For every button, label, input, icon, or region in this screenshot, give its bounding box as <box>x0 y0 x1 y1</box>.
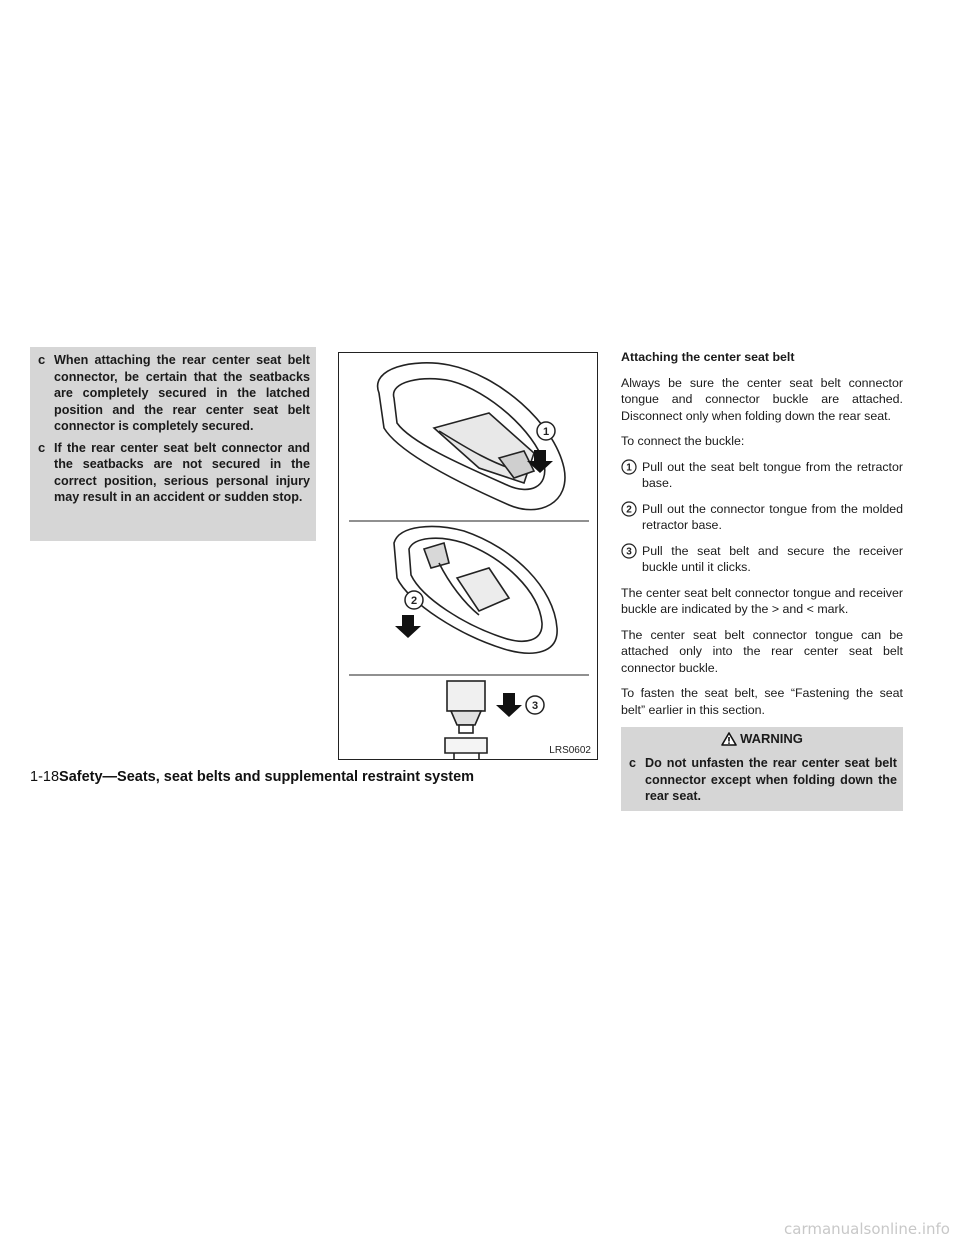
step-number-icon <box>621 501 637 523</box>
warning-header <box>627 729 897 749</box>
left-warning-box <box>30 347 316 541</box>
section-title: Safety—Seats, seat belts and supplemental restraint system <box>59 769 475 785</box>
step-item <box>621 459 903 492</box>
right-column <box>621 349 903 811</box>
step-text: Pull the seat belt and secure the receiver buckle until it clicks. <box>642 543 903 574</box>
warning-box <box>621 727 903 811</box>
callout-2 <box>395 591 423 638</box>
page-number: 1-18 <box>30 769 60 785</box>
attach-paragraph: The center seat belt connector tongue can be attached only into the rear center seat belt connector buckle. <box>621 627 903 675</box>
step-text: Pull out the seat belt tongue from the retractor base. <box>642 459 903 490</box>
connect-label: To connect the buckle: <box>621 434 745 448</box>
step-number: 3 <box>626 546 632 557</box>
tongue-and-buckle <box>445 681 487 759</box>
callout-3 <box>496 693 544 717</box>
bullet-mark: c <box>38 439 46 455</box>
step-item <box>621 543 903 576</box>
callout-1-label: 1 <box>542 426 550 438</box>
seat-belt-illustration <box>339 353 597 759</box>
bullet-mark: c <box>38 352 46 367</box>
figure-code: LRS0602 <box>549 745 591 756</box>
step-item <box>621 501 903 534</box>
page-footer <box>30 769 474 785</box>
warning-triangle-icon <box>721 732 737 746</box>
warning-item <box>36 352 310 435</box>
step-number-icon <box>621 543 637 565</box>
retractor-base-middle <box>394 527 557 654</box>
seat-belt-figure <box>338 352 598 760</box>
step-number-icon <box>621 459 637 481</box>
warning-text: When attaching the rear center seat belt connector, be certain that the seatbacks are completely secured in the latched position and the rear center seat belt connector is completely secured. <box>54 353 310 433</box>
warning-text: If the rear center seat belt connector and the seatbacks are not secured in the correct position, serious personal injury may result in an accident or sudden stop. <box>54 440 310 504</box>
warning-item <box>627 755 897 805</box>
fasten-paragraph: To fasten the seat belt, see “Fastening the seat belt” earlier in this section. <box>621 686 903 717</box>
step-number: 1 <box>626 462 632 473</box>
intro-paragraph: Always be sure the center seat belt connector tongue and connector buckle are attached. Disconnect only when folding down the rear seat. <box>621 375 903 423</box>
retractor-base-top <box>378 363 565 510</box>
callout-2-label: 2 <box>410 595 418 607</box>
section-heading: Attaching the center seat belt <box>621 350 795 364</box>
warning-title: WARNING <box>740 731 803 746</box>
marks-paragraph: The center seat belt connector tongue and receiver buckle are indicated by the > and < mark. <box>621 585 903 616</box>
warning-item <box>36 440 310 506</box>
step-text: Pull out the connector tongue from the molded retractor base. <box>642 501 903 532</box>
step-number: 2 <box>626 504 632 515</box>
bullet-mark: c <box>629 756 637 770</box>
warning-text: Do not unfasten the rear center seat belt connector except when folding down the rear seat. <box>645 756 897 803</box>
watermark: carmanualsonline.info <box>784 1220 950 1238</box>
callout-3-label: 3 <box>531 700 539 712</box>
